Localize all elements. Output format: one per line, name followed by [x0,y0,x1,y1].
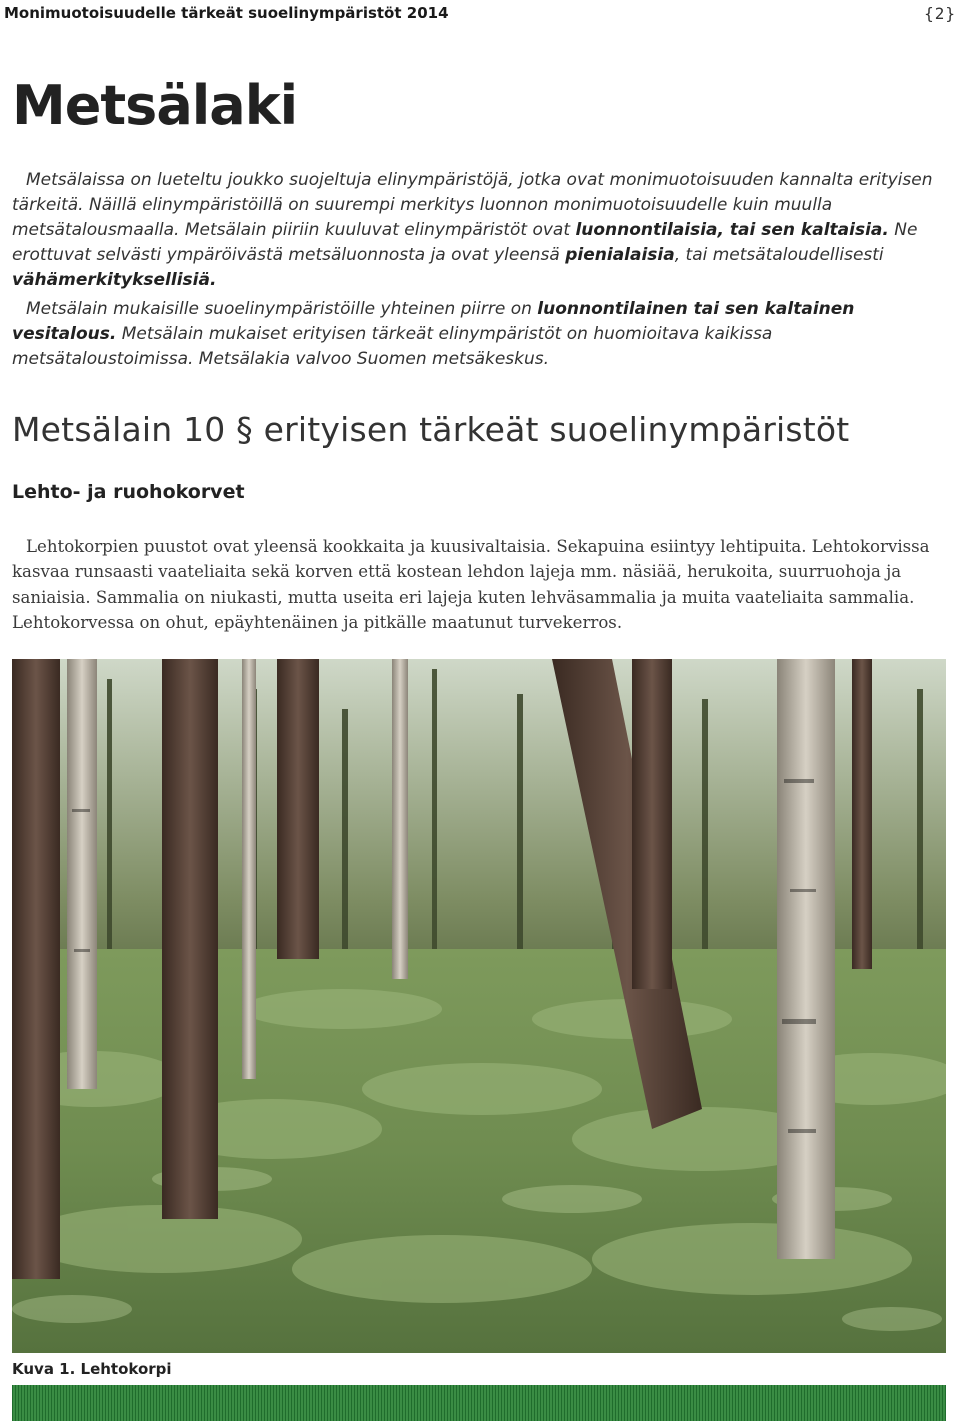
intro-emphasis-1: luonnontilaisia, tai sen kaltaisia. [575,220,889,240]
intro-paragraph-1: Metsälaissa on lueteltu joukko suojeltuja elinympäristöjä, jotka ovat monimuotoisuuden kannalta erityisen tärkeitä. Näillä elinympäristöillä on suurempi merkitys luonnon monimuotoisuudelle kuin muulla metsätalousmaalla. Metsälain piiriin kuuluvat elinympäristöt ovat luonnontilaisia, tai sen kaltaisia. Ne erottuvat selvästi ympäröivästä metsäluonnosta ja ovat yleensä pienialaisia, tai metsätaloudellisesti vähämerkityksellisiä. [12,170,933,290]
intro-emphasis-4: luonnontilainen tai sen kaltainen vesitalous. [12,299,855,344]
tree-trunk-5 [852,659,872,969]
birch-trunk-1 [67,659,97,1089]
intro-emphasis-3: vähämerkityksellisiä. [12,270,217,290]
forest-photo [12,659,946,1353]
intro-paragraph-2: Metsälain mukaisille suoelinympäristöille yhteinen piirre on luonnontilainen tai sen kaltainen vesitalous. Metsälain mukaiset erityisen tärkeät elinympäristöt on huomioitava kaikissa metsätaloustoimissa. Metsälakia valvoo Suomen metsäkeskus. [12,299,855,369]
subheading-lehtokorvet: Lehto- ja ruohokorvet [12,481,245,503]
tree-trunk-3 [277,659,319,959]
birch-trunk-3 [392,659,408,979]
intro-emphasis-2: pienialaisia [565,245,675,265]
page-number: {2} [924,3,956,23]
lehtokorpi-description: Lehtokorpien puustot ovat yleensä kookkaita ja kuusivaltaisia. Sekapuina esiintyy lehtipuita. Lehtokorvissa kasvaa runsaasti vaateliaita sekä korven että kostean lehdon lajeja mm. näsiää, herukoita, suurruohoja ja saniaisia. Sammalia on niukasti, mutta useita eri lajeja kuten lehväsammalia ja muita vaateliaita sammalia. Lehtokorvessa on ohut, epäyhtenäinen ja pitkälle maatunut turvekerros. [12,537,930,632]
tree-trunk-4 [632,659,672,989]
footer-stripe [12,1385,946,1421]
figure-caption: Kuva 1. Lehtokorpi [12,1360,172,1378]
birch-trunk-2 [242,659,256,1079]
intro-text [12,168,947,372]
document-title: Monimuotoisuudelle tärkeät suoelinympäristöt 2014 [4,4,449,22]
heading-metsalaki: Metsälaki [12,74,298,137]
forest-illustration [12,659,946,1353]
birch-trunk-large [777,659,835,1259]
tree-trunk-left [12,659,60,1279]
section-heading: Metsälain 10 § erityisen tärkeät suoelinympäristöt [12,410,850,449]
tree-trunk-2 [162,659,218,1219]
page-header [0,0,960,26]
